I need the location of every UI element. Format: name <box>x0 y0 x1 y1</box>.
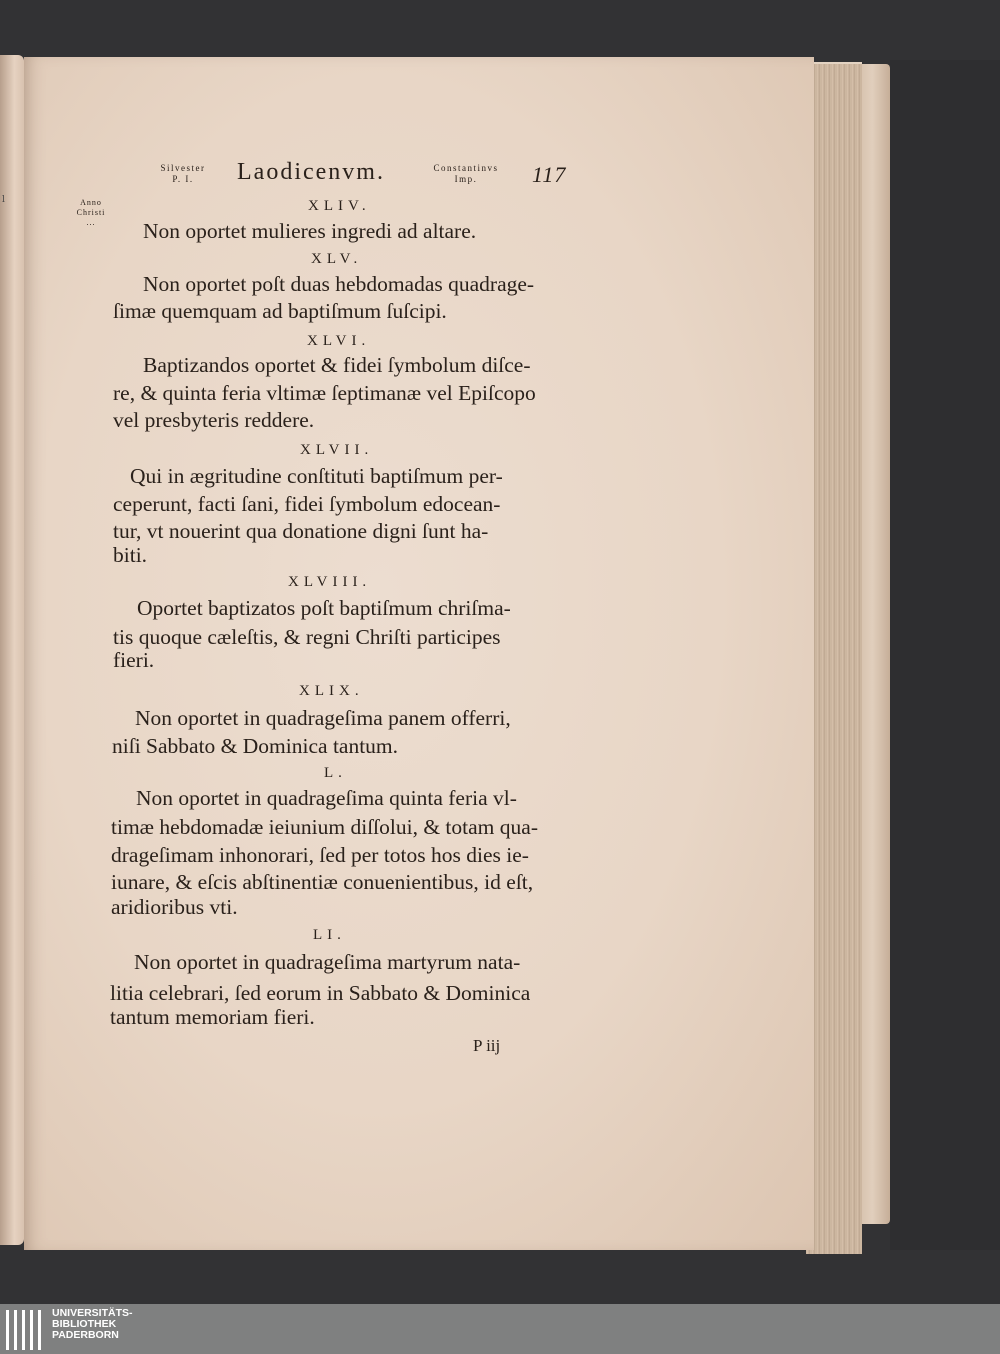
margin-note-line3: ... <box>86 218 96 227</box>
background-shadow <box>890 60 1000 1250</box>
canon-line: tis quoque cæleſtis, & regni Chriſti participes <box>113 625 501 649</box>
canon-line: Baptizandos oportet & fidei ſymbolum diſce- <box>143 353 531 377</box>
canon-line: iunare, & eſcis abſtinentiæ conuenientibus, id eſt, <box>111 870 534 894</box>
library-footer <box>0 1304 1000 1354</box>
left-page-mark: l <box>2 195 5 205</box>
canon-line: ceperunt, facti ſani, fidei ſymbolum edocean- <box>113 492 501 516</box>
header-right-top: Constantinvs <box>433 163 499 173</box>
left-page-edge <box>0 55 24 1245</box>
page-number: 117 <box>532 162 567 187</box>
canon-number: XLVII. <box>300 442 374 458</box>
header-left-bottom: P. I. <box>172 174 194 184</box>
canon-line: Non oportet in quadrageſima martyrum nata- <box>134 950 521 974</box>
library-name-line3: PADERBORN <box>52 1329 119 1341</box>
canon-line: Non oportet poſt duas hebdomadas quadrage- <box>143 272 535 296</box>
page-edges <box>806 62 862 1254</box>
canon-line: ſimæ quemquam ad baptiſmum ſuſcipi. <box>113 299 447 323</box>
canon-line: tantum memoriam fieri. <box>110 1005 315 1029</box>
signature-mark: P iij <box>473 1036 501 1055</box>
canon-number: XLVI. <box>307 333 371 349</box>
canon-line: vel presbyteris reddere. <box>113 408 315 432</box>
canon-number: L. <box>324 765 347 781</box>
canon-number: XLVIII. <box>288 574 372 590</box>
margin-note-line1: Anno <box>80 198 102 207</box>
header-right-bottom: Imp. <box>454 174 478 184</box>
canon-line: timæ hebdomadæ ieiunium diſſolui, & totam qua- <box>111 815 538 839</box>
canon-line: Non oportet in quadrageſima panem offerri, <box>135 706 511 730</box>
header-left <box>143 163 223 185</box>
canon-number: XLV. <box>311 251 363 267</box>
header-left-top: Silvester <box>160 163 206 173</box>
canon-line: Non oportet mulieres ingredi ad altare. <box>143 219 477 243</box>
canon-line: re, & quinta feria vltimæ ſeptimanæ vel Epiſcopo <box>113 381 536 405</box>
canon-number: LI. <box>313 927 346 943</box>
canon-line: niſi Sabbato & Dominica tantum. <box>112 734 399 758</box>
canon-line: Qui in ægritudine conſtituti baptiſmum per- <box>130 464 503 488</box>
canon-line: biti. <box>113 543 148 567</box>
header-right <box>410 163 522 185</box>
canon-line: aridioribus vti. <box>111 895 238 919</box>
canon-number: XLIV. <box>308 198 371 214</box>
library-logo-icon <box>6 1310 44 1350</box>
canon-line: Non oportet in quadrageſima quinta feria vl- <box>136 786 517 810</box>
margin-note <box>66 198 116 228</box>
canon-line: litia celebrari, ſed eorum in Sabbato & Dominica <box>110 981 531 1005</box>
canon-line: fieri. <box>113 648 155 672</box>
canon-number: XLIX. <box>299 683 364 699</box>
library-name-line1: UNIVERSITÄTS- <box>52 1307 133 1319</box>
canon-line: Oportet baptizatos poſt baptiſmum chriſma- <box>137 596 511 620</box>
library-name-line2: BIBLIOTHEK <box>52 1318 117 1330</box>
margin-note-line2: Christi <box>76 208 106 217</box>
header-title: Laodicenvm. <box>237 159 385 185</box>
canon-line: drageſimam inhonorari, ſed per totos hos dies ie- <box>111 843 529 867</box>
canon-line: tur, vt nouerint qua donatione digni ſunt ha- <box>113 519 489 543</box>
library-name <box>52 1308 133 1341</box>
